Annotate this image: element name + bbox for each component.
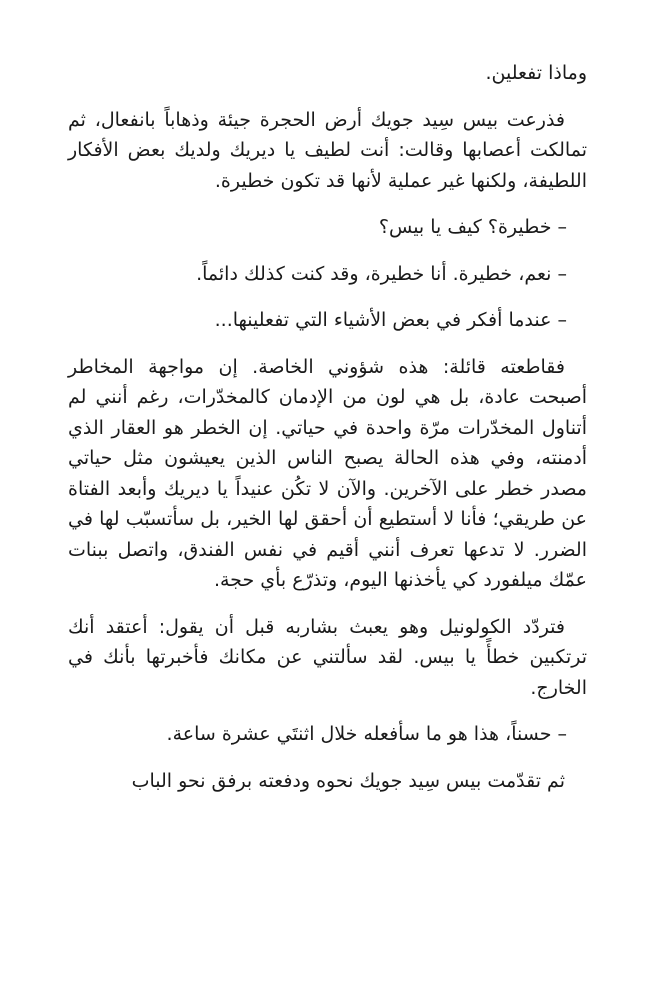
paragraph: فتردّد الكولونيل وهو يعبث بشاربه قبل أن يقول: أعتقد أنك ترتكبين خطأً يا بيس. لقد سألتني عن مكانك فأخبرتها بأنك في الخارج. xyxy=(68,615,587,699)
book-page xyxy=(68,58,587,796)
paragraph: وماذا تفعلين. xyxy=(485,62,587,84)
dialogue-line: – عندما أفكر في بعض الأشياء التي تفعلينها... xyxy=(214,309,567,331)
paragraph: ثم تقدّمت بيس سِيد جويك نحوه ودفعته برفق نحو الباب xyxy=(131,769,565,792)
dialogue-line: – نعم، خطيرة. أنا خطيرة، وقد كنت كذلك دائماً. xyxy=(196,262,567,285)
paragraph: فذرعت بيس سِيد جويك أرض الحجرة جيئة وذهاباً بانفعال، ثم تمالكت أعصابها وقالت: أنت لطيف يا ديريك ولديك بعض الأفكار اللطيفة، ولكنها غير عملية لأنها قد تكون خطيرة. xyxy=(68,108,587,192)
dialogue-line: – خطيرة؟ كيف يا بيس؟ xyxy=(378,216,567,238)
paragraph: فقاطعته قائلة: هذه شؤوني الخاصة. إن مواجهة المخاطر أصبحت عادة، بل هي لون من الإدمان كالمخدّرات، رغم أنني لم أتناول المخدّرات مرّة واحدة في حياتي. إن الخطر هو العقار الذي أدمنته، وفي هذه الحالة يصبح الناس الذين يعيشون مثل حياتي مصدر خطر على الآخرين. والآن لا تكُن عنيداً يا ديريك وأبعد الفتاة عن طريقي؛ فأنا لا أستطيع أن أحقق لها الخير، بل سأتسبّب لها في الضرر. لا تدعها تعرف أنني أقيم في نفس الفندق، واتصل ببنات عمّك ميلفورد كي يأخذنها اليوم، وتذرّع بأي حجة. xyxy=(68,355,587,591)
dialogue-line: – حسناً، هذا هو ما سأفعله خلال اثنتَي عشرة ساعة. xyxy=(166,723,567,745)
